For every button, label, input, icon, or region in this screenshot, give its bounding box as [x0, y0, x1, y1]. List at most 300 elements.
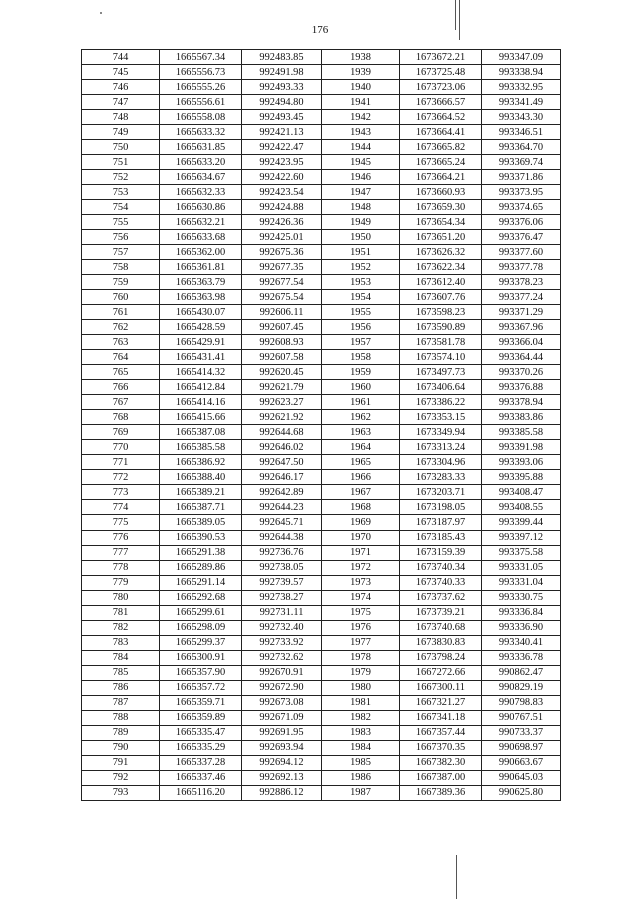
y-coordinate-right-cell: 993408.55: [482, 500, 561, 515]
x-coordinate-right-cell: 1667370.35: [400, 740, 482, 755]
table-row: [82, 365, 561, 380]
point-number-left-cell: 778: [82, 560, 160, 575]
point-number-left-cell: 779: [82, 575, 160, 590]
point-number-left-cell: 749: [82, 125, 160, 140]
x-coordinate-right-cell: 1673739.21: [400, 605, 482, 620]
y-coordinate-right-cell: 993397.12: [482, 530, 561, 545]
point-number-left-cell: 780: [82, 590, 160, 605]
point-number-left-cell: 755: [82, 215, 160, 230]
y-coordinate-right-cell: 993377.60: [482, 245, 561, 260]
point-number-left-cell: 746: [82, 80, 160, 95]
x-coordinate-right-cell: 1673737.62: [400, 590, 482, 605]
table-row: [82, 260, 561, 275]
point-number-right-cell: 1967: [322, 485, 400, 500]
y-coordinate-right-cell: 993364.70: [482, 140, 561, 155]
point-number-left-cell: 774: [82, 500, 160, 515]
x-coordinate-left-cell: 1665385.58: [160, 440, 242, 455]
y-coordinate-right-cell: 993330.75: [482, 590, 561, 605]
y-coordinate-left-cell: 992493.33: [242, 80, 322, 95]
table-row: [82, 755, 561, 770]
x-coordinate-left-cell: 1665359.71: [160, 695, 242, 710]
y-coordinate-left-cell: 992491.98: [242, 65, 322, 80]
point-number-right-cell: 1953: [322, 275, 400, 290]
table-row: [82, 575, 561, 590]
x-coordinate-left-cell: 1665414.32: [160, 365, 242, 380]
table-row: [82, 725, 561, 740]
x-coordinate-left-cell: 1665387.71: [160, 500, 242, 515]
table-row: [82, 230, 561, 245]
x-coordinate-left-cell: 1665632.33: [160, 185, 242, 200]
y-coordinate-right-cell: 993367.96: [482, 320, 561, 335]
y-coordinate-left-cell: 992423.54: [242, 185, 322, 200]
table-row: [82, 410, 561, 425]
y-coordinate-right-cell: 993383.86: [482, 410, 561, 425]
point-number-left-cell: 745: [82, 65, 160, 80]
x-coordinate-left-cell: 1665633.20: [160, 155, 242, 170]
y-coordinate-left-cell: 992621.79: [242, 380, 322, 395]
point-number-right-cell: 1958: [322, 350, 400, 365]
point-number-right-cell: 1981: [322, 695, 400, 710]
y-coordinate-left-cell: 992692.13: [242, 770, 322, 785]
x-coordinate-left-cell: 1665558.08: [160, 110, 242, 125]
point-number-left-cell: 765: [82, 365, 160, 380]
table-row: [82, 170, 561, 185]
x-coordinate-right-cell: 1673187.97: [400, 515, 482, 530]
point-number-right-cell: 1938: [322, 50, 400, 65]
y-coordinate-left-cell: 992644.23: [242, 500, 322, 515]
x-coordinate-left-cell: 1665632.21: [160, 215, 242, 230]
point-number-right-cell: 1955: [322, 305, 400, 320]
table-row: [82, 185, 561, 200]
y-coordinate-right-cell: 990829.19: [482, 680, 561, 695]
table-row: [82, 245, 561, 260]
point-number-left-cell: 785: [82, 665, 160, 680]
y-coordinate-right-cell: 993331.04: [482, 575, 561, 590]
table-row: [82, 560, 561, 575]
point-number-right-cell: 1969: [322, 515, 400, 530]
point-number-left-cell: 769: [82, 425, 160, 440]
coordinate-table: [81, 49, 561, 801]
y-coordinate-left-cell: 992644.68: [242, 425, 322, 440]
table-row: [82, 635, 561, 650]
y-coordinate-left-cell: 992607.45: [242, 320, 322, 335]
y-coordinate-left-cell: 992644.38: [242, 530, 322, 545]
y-coordinate-left-cell: 992620.45: [242, 365, 322, 380]
y-coordinate-right-cell: 990733.37: [482, 725, 561, 740]
point-number-left-cell: 760: [82, 290, 160, 305]
y-coordinate-right-cell: 993370.26: [482, 365, 561, 380]
y-coordinate-left-cell: 992423.95: [242, 155, 322, 170]
y-coordinate-right-cell: 990767.51: [482, 710, 561, 725]
x-coordinate-left-cell: 1665389.05: [160, 515, 242, 530]
table-row: [82, 740, 561, 755]
x-coordinate-left-cell: 1665298.09: [160, 620, 242, 635]
table-row: [82, 215, 561, 230]
y-coordinate-right-cell: 993331.05: [482, 560, 561, 575]
table-row: [82, 425, 561, 440]
y-coordinate-right-cell: 993371.29: [482, 305, 561, 320]
y-coordinate-right-cell: 993375.58: [482, 545, 561, 560]
table-row: [82, 665, 561, 680]
y-coordinate-right-cell: 993341.49: [482, 95, 561, 110]
x-coordinate-right-cell: 1673664.41: [400, 125, 482, 140]
x-coordinate-right-cell: 1673830.83: [400, 635, 482, 650]
x-coordinate-left-cell: 1665389.21: [160, 485, 242, 500]
table-row: [82, 125, 561, 140]
x-coordinate-right-cell: 1673740.34: [400, 560, 482, 575]
point-number-right-cell: 1948: [322, 200, 400, 215]
x-coordinate-right-cell: 1673664.21: [400, 170, 482, 185]
point-number-left-cell: 763: [82, 335, 160, 350]
x-coordinate-right-cell: 1673622.34: [400, 260, 482, 275]
point-number-left-cell: 777: [82, 545, 160, 560]
y-coordinate-right-cell: 993369.74: [482, 155, 561, 170]
y-coordinate-right-cell: 993343.30: [482, 110, 561, 125]
point-number-right-cell: 1983: [322, 725, 400, 740]
table-row: [82, 140, 561, 155]
x-coordinate-right-cell: 1673664.52: [400, 110, 482, 125]
y-coordinate-left-cell: 992886.12: [242, 785, 322, 800]
table-row: [82, 80, 561, 95]
point-number-left-cell: 784: [82, 650, 160, 665]
table-row: [82, 380, 561, 395]
table-row: [82, 695, 561, 710]
point-number-right-cell: 1957: [322, 335, 400, 350]
x-coordinate-left-cell: 1665337.46: [160, 770, 242, 785]
point-number-left-cell: 770: [82, 440, 160, 455]
point-number-left-cell: 758: [82, 260, 160, 275]
y-coordinate-left-cell: 992691.95: [242, 725, 322, 740]
table-row: [82, 320, 561, 335]
y-coordinate-left-cell: 992421.13: [242, 125, 322, 140]
point-number-left-cell: 748: [82, 110, 160, 125]
y-coordinate-left-cell: 992732.62: [242, 650, 322, 665]
point-number-right-cell: 1970: [322, 530, 400, 545]
x-coordinate-left-cell: 1665289.86: [160, 560, 242, 575]
x-coordinate-left-cell: 1665116.20: [160, 785, 242, 800]
x-coordinate-left-cell: 1665415.66: [160, 410, 242, 425]
point-number-right-cell: 1976: [322, 620, 400, 635]
table-row: [82, 500, 561, 515]
x-coordinate-left-cell: 1665428.59: [160, 320, 242, 335]
x-coordinate-right-cell: 1667300.11: [400, 680, 482, 695]
point-number-right-cell: 1960: [322, 380, 400, 395]
point-number-left-cell: 762: [82, 320, 160, 335]
table-row: [82, 65, 561, 80]
point-number-right-cell: 1939: [322, 65, 400, 80]
x-coordinate-right-cell: 1673598.23: [400, 305, 482, 320]
y-coordinate-left-cell: 992623.27: [242, 395, 322, 410]
y-coordinate-right-cell: 993391.98: [482, 440, 561, 455]
y-coordinate-right-cell: 990645.03: [482, 770, 561, 785]
x-coordinate-right-cell: 1673666.57: [400, 95, 482, 110]
coordinate-table-body: [82, 50, 561, 801]
point-number-right-cell: 1984: [322, 740, 400, 755]
point-number-left-cell: 752: [82, 170, 160, 185]
x-coordinate-left-cell: 1665363.98: [160, 290, 242, 305]
x-coordinate-right-cell: 1667389.36: [400, 785, 482, 800]
x-coordinate-left-cell: 1665357.72: [160, 680, 242, 695]
x-coordinate-left-cell: 1665299.61: [160, 605, 242, 620]
point-number-left-cell: 791: [82, 755, 160, 770]
y-coordinate-left-cell: 992675.54: [242, 290, 322, 305]
point-number-left-cell: 790: [82, 740, 160, 755]
y-coordinate-left-cell: 992608.93: [242, 335, 322, 350]
point-number-right-cell: 1968: [322, 500, 400, 515]
y-coordinate-left-cell: 992677.35: [242, 260, 322, 275]
y-coordinate-left-cell: 992607.58: [242, 350, 322, 365]
x-coordinate-left-cell: 1665362.00: [160, 245, 242, 260]
y-coordinate-left-cell: 992732.40: [242, 620, 322, 635]
x-coordinate-right-cell: 1673313.24: [400, 440, 482, 455]
x-coordinate-right-cell: 1673497.73: [400, 365, 482, 380]
x-coordinate-right-cell: 1673798.24: [400, 650, 482, 665]
table-row: [82, 110, 561, 125]
point-number-left-cell: 771: [82, 455, 160, 470]
point-number-left-cell: 757: [82, 245, 160, 260]
x-coordinate-left-cell: 1665386.92: [160, 455, 242, 470]
point-number-left-cell: 773: [82, 485, 160, 500]
table-row: [82, 95, 561, 110]
y-coordinate-right-cell: 993371.86: [482, 170, 561, 185]
point-number-right-cell: 1973: [322, 575, 400, 590]
y-coordinate-right-cell: 993377.78: [482, 260, 561, 275]
x-coordinate-left-cell: 1665630.86: [160, 200, 242, 215]
y-coordinate-left-cell: 992738.05: [242, 560, 322, 575]
y-coordinate-right-cell: 993376.47: [482, 230, 561, 245]
y-coordinate-right-cell: 993366.04: [482, 335, 561, 350]
x-coordinate-right-cell: 1667341.18: [400, 710, 482, 725]
x-coordinate-left-cell: 1665335.29: [160, 740, 242, 755]
point-number-left-cell: 781: [82, 605, 160, 620]
y-coordinate-right-cell: 993332.95: [482, 80, 561, 95]
x-coordinate-right-cell: 1673665.24: [400, 155, 482, 170]
point-number-left-cell: 793: [82, 785, 160, 800]
x-coordinate-right-cell: 1673581.78: [400, 335, 482, 350]
x-coordinate-right-cell: 1673574.10: [400, 350, 482, 365]
table-row: [82, 290, 561, 305]
point-number-right-cell: 1980: [322, 680, 400, 695]
point-number-right-cell: 1954: [322, 290, 400, 305]
y-coordinate-left-cell: 992672.90: [242, 680, 322, 695]
table-row: [82, 590, 561, 605]
y-coordinate-right-cell: 990625.80: [482, 785, 561, 800]
x-coordinate-left-cell: 1665555.26: [160, 80, 242, 95]
point-number-left-cell: 764: [82, 350, 160, 365]
y-coordinate-left-cell: 992736.76: [242, 545, 322, 560]
point-number-left-cell: 786: [82, 680, 160, 695]
table-row: [82, 650, 561, 665]
x-coordinate-right-cell: 1667357.44: [400, 725, 482, 740]
x-coordinate-right-cell: 1673665.82: [400, 140, 482, 155]
table-row: [82, 515, 561, 530]
y-coordinate-left-cell: 992738.27: [242, 590, 322, 605]
y-coordinate-right-cell: 993395.88: [482, 470, 561, 485]
x-coordinate-left-cell: 1665291.38: [160, 545, 242, 560]
y-coordinate-right-cell: 993336.84: [482, 605, 561, 620]
x-coordinate-right-cell: 1673725.48: [400, 65, 482, 80]
x-coordinate-right-cell: 1667382.30: [400, 755, 482, 770]
point-number-left-cell: 788: [82, 710, 160, 725]
x-coordinate-left-cell: 1665335.47: [160, 725, 242, 740]
y-coordinate-right-cell: 993376.88: [482, 380, 561, 395]
y-coordinate-left-cell: 992670.91: [242, 665, 322, 680]
y-coordinate-left-cell: 992606.11: [242, 305, 322, 320]
point-number-right-cell: 1951: [322, 245, 400, 260]
y-coordinate-right-cell: 993374.65: [482, 200, 561, 215]
y-coordinate-left-cell: 992426.36: [242, 215, 322, 230]
x-coordinate-left-cell: 1665388.40: [160, 470, 242, 485]
y-coordinate-left-cell: 992494.80: [242, 95, 322, 110]
y-coordinate-right-cell: 993373.95: [482, 185, 561, 200]
x-coordinate-left-cell: 1665390.53: [160, 530, 242, 545]
x-coordinate-left-cell: 1665363.79: [160, 275, 242, 290]
y-coordinate-left-cell: 992673.08: [242, 695, 322, 710]
point-number-left-cell: 747: [82, 95, 160, 110]
point-number-right-cell: 1943: [322, 125, 400, 140]
point-number-left-cell: 768: [82, 410, 160, 425]
table-row: [82, 530, 561, 545]
point-number-left-cell: 783: [82, 635, 160, 650]
point-number-right-cell: 1940: [322, 80, 400, 95]
binding-line: [456, 855, 457, 899]
y-coordinate-left-cell: 992694.12: [242, 755, 322, 770]
point-number-right-cell: 1987: [322, 785, 400, 800]
point-number-left-cell: 782: [82, 620, 160, 635]
point-number-right-cell: 1962: [322, 410, 400, 425]
x-coordinate-left-cell: 1665292.68: [160, 590, 242, 605]
table-row: [82, 455, 561, 470]
point-number-left-cell: 754: [82, 200, 160, 215]
x-coordinate-right-cell: 1673590.89: [400, 320, 482, 335]
y-coordinate-left-cell: 992671.09: [242, 710, 322, 725]
x-coordinate-right-cell: 1673654.34: [400, 215, 482, 230]
y-coordinate-right-cell: 993408.47: [482, 485, 561, 500]
x-coordinate-right-cell: 1673386.22: [400, 395, 482, 410]
x-coordinate-left-cell: 1665387.08: [160, 425, 242, 440]
point-number-left-cell: 775: [82, 515, 160, 530]
point-number-left-cell: 753: [82, 185, 160, 200]
y-coordinate-left-cell: 992621.92: [242, 410, 322, 425]
y-coordinate-left-cell: 992733.92: [242, 635, 322, 650]
x-coordinate-left-cell: 1665337.28: [160, 755, 242, 770]
point-number-left-cell: 756: [82, 230, 160, 245]
table-row: [82, 155, 561, 170]
y-coordinate-left-cell: 992483.85: [242, 50, 322, 65]
x-coordinate-left-cell: 1665300.91: [160, 650, 242, 665]
y-coordinate-left-cell: 992422.60: [242, 170, 322, 185]
y-coordinate-right-cell: 993346.51: [482, 125, 561, 140]
point-number-left-cell: 792: [82, 770, 160, 785]
y-coordinate-left-cell: 992642.89: [242, 485, 322, 500]
point-number-left-cell: 789: [82, 725, 160, 740]
y-coordinate-left-cell: 992645.71: [242, 515, 322, 530]
point-number-right-cell: 1977: [322, 635, 400, 650]
point-number-left-cell: 772: [82, 470, 160, 485]
y-coordinate-right-cell: 993340.41: [482, 635, 561, 650]
point-number-left-cell: 750: [82, 140, 160, 155]
point-number-left-cell: 759: [82, 275, 160, 290]
point-number-right-cell: 1952: [322, 260, 400, 275]
x-coordinate-left-cell: 1665359.89: [160, 710, 242, 725]
x-coordinate-right-cell: 1673198.05: [400, 500, 482, 515]
point-number-right-cell: 1950: [322, 230, 400, 245]
point-number-right-cell: 1959: [322, 365, 400, 380]
x-coordinate-right-cell: 1673659.30: [400, 200, 482, 215]
x-coordinate-right-cell: 1673283.33: [400, 470, 482, 485]
y-coordinate-left-cell: 992647.50: [242, 455, 322, 470]
table-row: [82, 440, 561, 455]
x-coordinate-left-cell: 1665430.07: [160, 305, 242, 320]
x-coordinate-right-cell: 1673626.32: [400, 245, 482, 260]
y-coordinate-right-cell: 993376.06: [482, 215, 561, 230]
table-row: [82, 470, 561, 485]
point-number-left-cell: 787: [82, 695, 160, 710]
x-coordinate-left-cell: 1665634.67: [160, 170, 242, 185]
point-number-right-cell: 1974: [322, 590, 400, 605]
point-number-right-cell: 1944: [322, 140, 400, 155]
y-coordinate-left-cell: 992646.17: [242, 470, 322, 485]
table-row: [82, 605, 561, 620]
y-coordinate-right-cell: 993338.94: [482, 65, 561, 80]
point-number-right-cell: 1956: [322, 320, 400, 335]
x-coordinate-right-cell: 1673672.21: [400, 50, 482, 65]
point-number-right-cell: 1971: [322, 545, 400, 560]
y-coordinate-right-cell: 990862.47: [482, 665, 561, 680]
y-coordinate-right-cell: 993378.23: [482, 275, 561, 290]
y-coordinate-right-cell: 993385.58: [482, 425, 561, 440]
x-coordinate-right-cell: 1673740.33: [400, 575, 482, 590]
y-coordinate-right-cell: 993347.09: [482, 50, 561, 65]
table-row: [82, 335, 561, 350]
x-coordinate-right-cell: 1673353.15: [400, 410, 482, 425]
y-coordinate-left-cell: 992425.01: [242, 230, 322, 245]
point-number-left-cell: 776: [82, 530, 160, 545]
table-row: [82, 485, 561, 500]
table-row: [82, 50, 561, 65]
x-coordinate-left-cell: 1665633.32: [160, 125, 242, 140]
y-coordinate-right-cell: 993364.44: [482, 350, 561, 365]
x-coordinate-left-cell: 1665357.90: [160, 665, 242, 680]
x-coordinate-right-cell: 1673185.43: [400, 530, 482, 545]
x-coordinate-right-cell: 1673612.40: [400, 275, 482, 290]
table-row: [82, 770, 561, 785]
x-coordinate-right-cell: 1673660.93: [400, 185, 482, 200]
x-coordinate-right-cell: 1673159.39: [400, 545, 482, 560]
point-number-right-cell: 1978: [322, 650, 400, 665]
y-coordinate-right-cell: 990663.67: [482, 755, 561, 770]
x-coordinate-right-cell: 1667321.27: [400, 695, 482, 710]
y-coordinate-left-cell: 992731.11: [242, 605, 322, 620]
point-number-right-cell: 1942: [322, 110, 400, 125]
x-coordinate-left-cell: 1665556.73: [160, 65, 242, 80]
table-row: [82, 785, 561, 800]
y-coordinate-right-cell: 993336.78: [482, 650, 561, 665]
y-coordinate-left-cell: 992677.54: [242, 275, 322, 290]
point-number-right-cell: 1965: [322, 455, 400, 470]
y-coordinate-left-cell: 992424.88: [242, 200, 322, 215]
point-number-left-cell: 751: [82, 155, 160, 170]
point-number-right-cell: 1945: [322, 155, 400, 170]
x-coordinate-right-cell: 1673651.20: [400, 230, 482, 245]
x-coordinate-right-cell: 1673740.68: [400, 620, 482, 635]
x-coordinate-right-cell: 1673349.94: [400, 425, 482, 440]
x-coordinate-left-cell: 1665631.85: [160, 140, 242, 155]
y-coordinate-right-cell: 993399.44: [482, 515, 561, 530]
x-coordinate-right-cell: 1673406.64: [400, 380, 482, 395]
x-coordinate-left-cell: 1665429.91: [160, 335, 242, 350]
y-coordinate-right-cell: 993377.24: [482, 290, 561, 305]
